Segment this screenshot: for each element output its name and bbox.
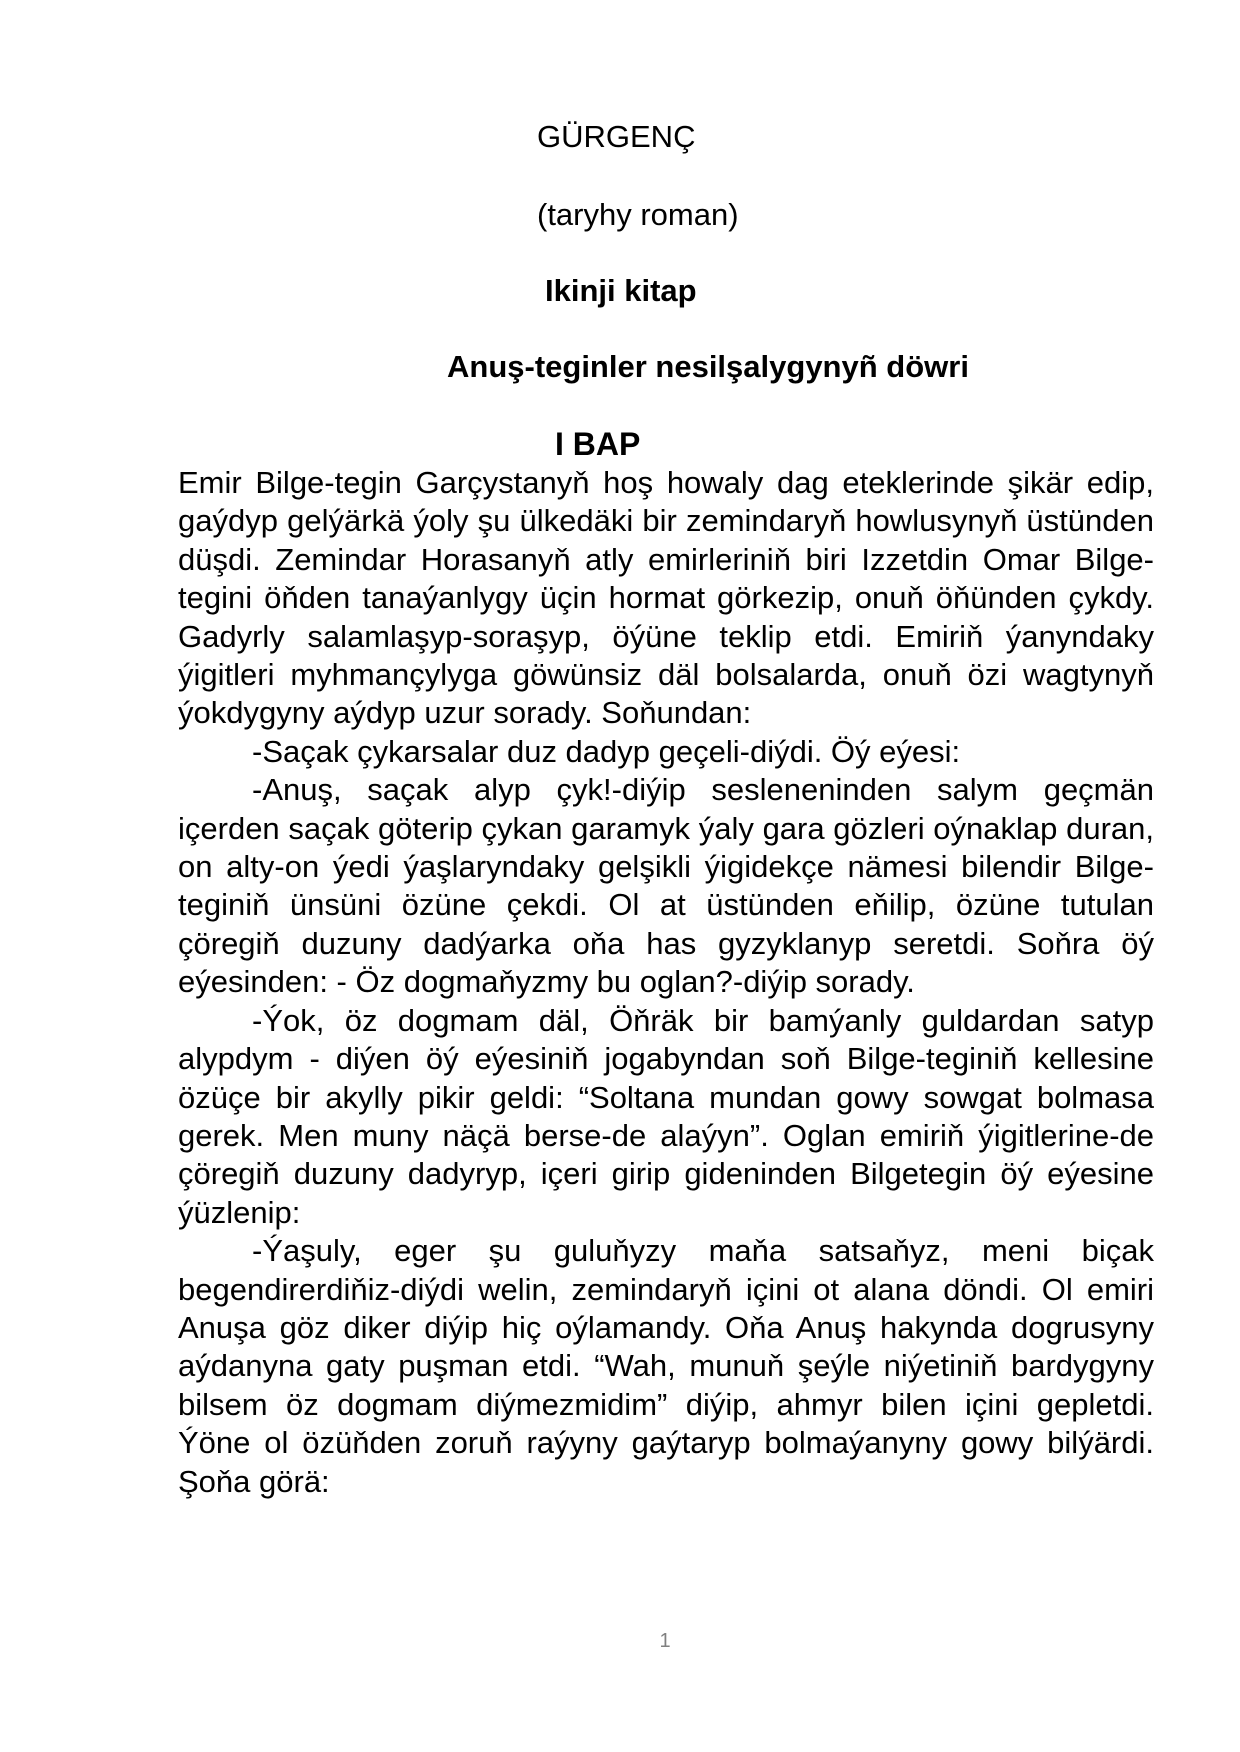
paragraph: -Ýok, öz dogmam däl, Öňräk bir bamýanly guldardan satyp alypdym - diýen öý eýesiniň jogabyndan soň Bilge-teginiň kellesine özüçe bir akylly pikir geldi: “Soltana mundan gowy sowgat bolmasa gerek. Men muny näçä berse-de alaýyn”. Oglan emiriň ýigitlerine-de çöregiň duzuny dadyryp, içeri girip gideninden Bilgetegin öý eýesine ýüzlenip: bbox=[178, 1002, 1154, 1230]
book-volume: Ikinji kitap bbox=[545, 273, 697, 308]
part-title: Anuş-teginler nesilşalygynyñ döwri bbox=[447, 349, 969, 384]
page-number: 1 bbox=[659, 1630, 671, 1652]
book-title: GÜRGENÇ bbox=[537, 119, 696, 154]
chapter-heading: I BAP bbox=[555, 426, 641, 462]
paragraph: -Saçak çykarsalar duz dadyp geçeli-diýdi. Öý eýesi: bbox=[252, 733, 961, 769]
body-text bbox=[178, 464, 1154, 1501]
paragraph: -Anuş, saçak alyp çyk!-diýip sesleneninden salym geçmän içerden saçak göterip çykan garamyk ýaly gara gözleri oýnaklap duran, on alty-on ýedi ýaşlaryndaky gelşikli ýigidekçe nämesi bilendir Bilge-teginiň ünsüni özüne çekdi. Ol at üstünden eňilip, özüne tutulan çöregiň duzuny dadýarka oňa has gyzyklanyp seretdi. Soňra öý eýesinden: - Öz dogmaňyzmy bu oglan?-diýip sorady. bbox=[178, 772, 1154, 1000]
paragraph: Emir Bilge-tegin Garçystanyň hoş howaly dag eteklerinde şikär edip, gaýdyp gelýärkä ýoly şu ülkedäki bir zemindaryň howlusynyň üstünden düşdi. Zemindar Horasanyň atly emirleriniň biri Izzetdin Omar Bilge-tegini öňden tanaýanlygy üçin hormat görkezip, onuň öňünden çykdy. Gadyrly salamlaşyp-soraşyp, öýüne teklip etdi. Emiriň ýanyndaky ýigitleri myhmançylyga göwünsiz däl bolsalarda, onuň özi wagtynyň ýokdygyny aýdyp uzur sorady. Soňundan: bbox=[178, 465, 1154, 731]
paragraph: -Ýaşuly, eger şu guluňyzy maňa satsaňyz, meni biçak begendirerdiňiz-diýdi welin, zemindaryň içini ot alana döndi. Ol emiri Anuşa göz diker diýip hiç oýlamandy. Oňa Anuş hakynda dogrusyny aýdanyna gaty puşman etdi. “Wah, munuň şeýle niýetiniň bardygyny bilsem öz dogmam diýmezmidim” diýip, ahmyr bilen içini gepletdi. Ýöne ol özüňden zoruň raýyny gaýtaryp bolmaýanyny gowy bilýärdi. Şoňa görä: bbox=[178, 1233, 1154, 1499]
book-subtitle: (taryhy roman) bbox=[537, 197, 739, 232]
